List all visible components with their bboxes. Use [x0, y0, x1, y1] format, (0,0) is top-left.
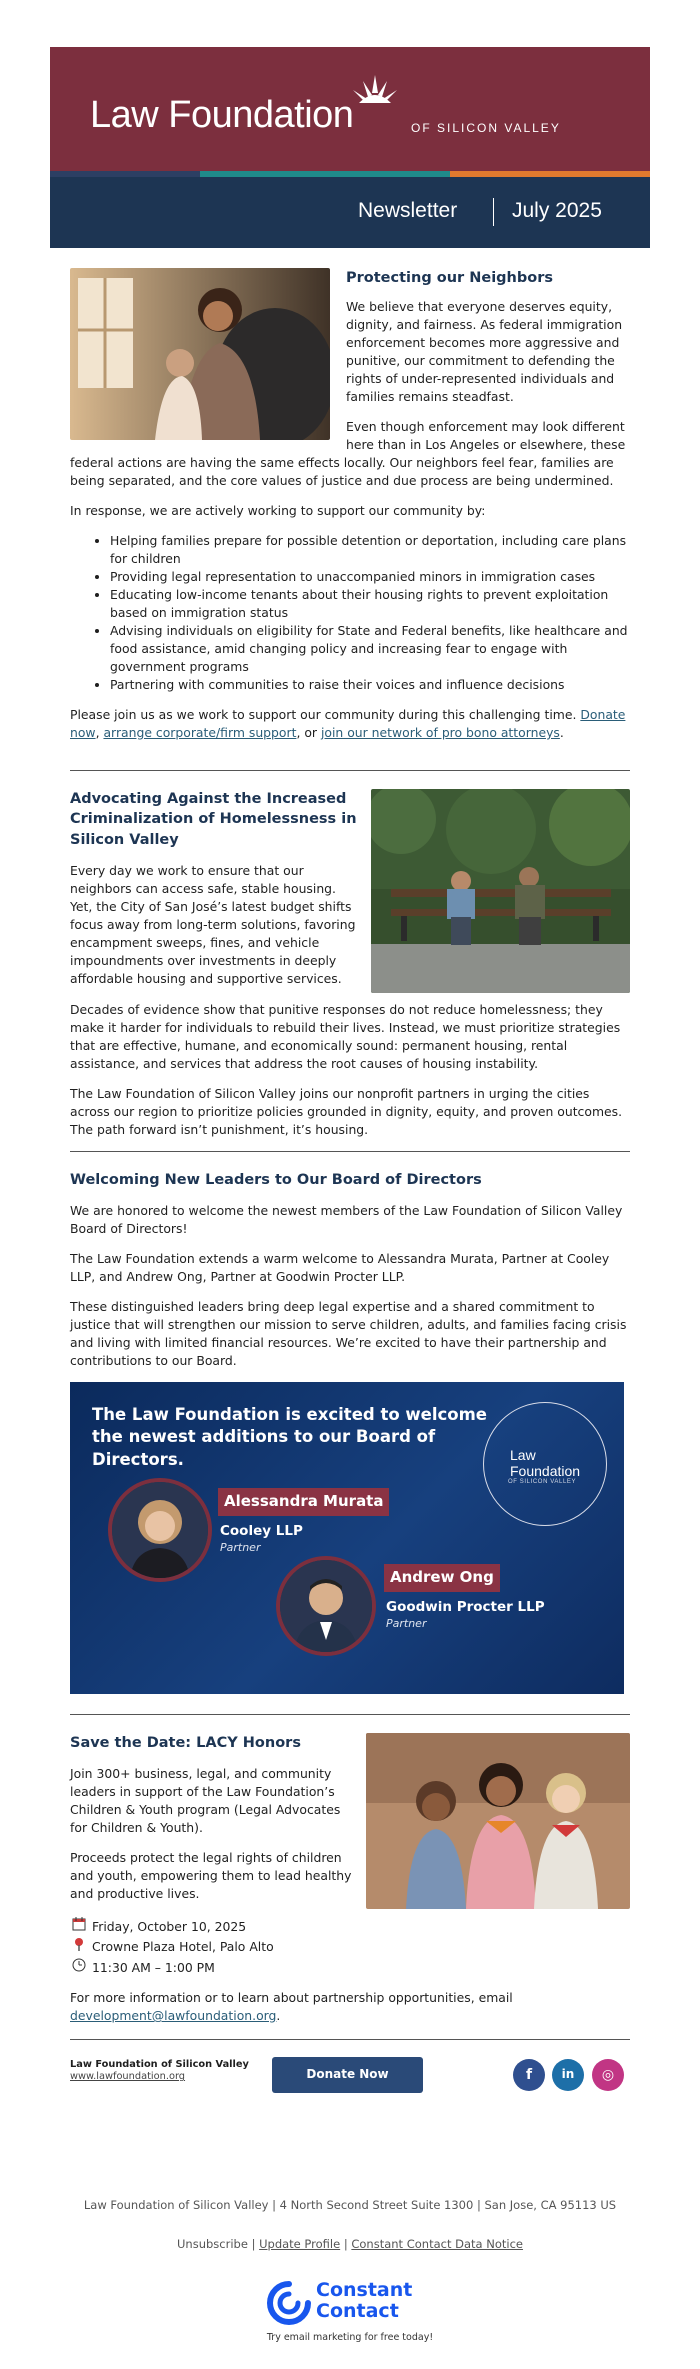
issue-date: July 2025 [512, 199, 602, 222]
facebook-icon[interactable]: f [513, 2059, 545, 2091]
paragraph: These distinguished leaders bring deep legal expertise and a shared commitment to justice that will strengthen our mission to serve children, adults, and families facing crisis and living with limited financial resources. We’re excited to have their partnership and contributions to our Board. [70, 1299, 627, 1369]
graphic-headline: The Law Foundation is excited to welcome the newest additions to our Board of Directors. [92, 1405, 488, 1469]
event-date-row [70, 1917, 630, 1936]
member-name: Alessandra Murata [218, 1488, 389, 1516]
footer-links: Unsubscribe | Update Profile | Constant Contact Data Notice [177, 2237, 523, 2252]
member-role: Partner [220, 1541, 261, 1555]
paragraph: We are honored to welcome the newest members of the Law Foundation of Silicon Valley Board of Directors! [70, 1203, 623, 1237]
logo-subtext: OF SILICON VALLEY [411, 121, 561, 135]
donate-now-button[interactable]: Donate Now [272, 2057, 423, 2093]
newsletter-bar [50, 177, 650, 248]
mother-child-photo [70, 268, 330, 440]
unsubscribe-link[interactable]: Unsubscribe [177, 2237, 248, 2252]
children-photo [366, 1733, 630, 1909]
content [50, 248, 650, 2108]
section-title: Save the Date: LACY Honors [70, 1735, 301, 1752]
calendar-icon [70, 1917, 88, 1936]
paragraph: The Law Foundation extends a warm welcome to Alessandra Murata, Partner at Cooley LLP, and Andrew Ong, Partner at Goodwin Procter LLP. [70, 1251, 610, 1285]
member-photo-avatar [276, 1556, 376, 1656]
paragraph: Decades of evidence show that punitive responses do not reduce homelessness; they make it harder for individuals to rebuild their lives. Instead, we must prioritize strategies that are effective, humane, and economically sound: permanent housing, rental assistance, and services that address the root causes of housing instability. [70, 1001, 621, 1071]
list-item: • Partnering with communities to raise their voices and influence decisions [110, 676, 630, 694]
divider-line [70, 770, 630, 771]
list-item: • Providing legal representation to unaccompanied minors in immigration cases [110, 568, 630, 586]
development-email-link[interactable]: development@lawfoundation.org [70, 2008, 277, 2024]
footer-org-name: Law Foundation of Silicon Valley [70, 2059, 249, 2071]
cc-logo-text: Contact [316, 2300, 399, 2322]
member-role: Partner [386, 1617, 427, 1631]
pro-bono-link[interactable]: join our network of pro bono attorneys [320, 724, 560, 740]
footer-website-link[interactable]: www.lawfoundation.org [70, 2071, 186, 2083]
member-firm: Cooley LLP [220, 1523, 303, 1540]
paragraph: Every day we work to ensure that our neighbors can access safe, stable housing. Yet, the City of San José’s latest budget shifts focus away from long-term solutions, favoring encampment sweeps, fines, and vehicle impoundments over investments in deeply affordable housing and supportive services. [70, 862, 356, 986]
footer-bar [70, 2040, 630, 2108]
section-title: Protecting our Neighbors [346, 270, 554, 286]
member-firm: Goodwin Procter LLP [386, 1599, 545, 1616]
data-notice-link[interactable]: Constant Contact Data Notice [351, 2237, 523, 2252]
event-time: 11:30 AM – 1:00 PM [92, 1959, 215, 1975]
corporate-support-link[interactable]: arrange corporate/firm support [103, 724, 297, 740]
paragraph: Proceeds protect the legal rights of children and youth, empowering them to lead healthy and productive lives. [70, 1850, 352, 1902]
bench-photo [371, 789, 630, 993]
divider [493, 198, 494, 226]
header-banner [50, 47, 650, 177]
sunburst-logo-icon [345, 73, 405, 107]
linkedin-icon[interactable]: in [552, 2059, 584, 2091]
section-lacy-honors [70, 1733, 630, 2025]
donate-now-link[interactable]: Donate now [70, 706, 626, 740]
board-welcome-graphic [70, 1382, 624, 1694]
event-details [70, 1917, 630, 1977]
event-location-row [70, 1937, 630, 1956]
member-photo-avatar [108, 1478, 212, 1582]
footer-address: Law Foundation of Silicon Valley | 4 North Second Street Suite 1300 | San Jose, CA 95113 US [83, 2198, 617, 2212]
logo-text: Law Foundation [90, 94, 354, 136]
pin-icon [70, 1937, 88, 1956]
divider-line [70, 1714, 630, 1715]
info-paragraph: For more information or to learn about partnership opportunities, email development@lawfoundation.org. [70, 1990, 513, 2024]
graphic-logo-text: Law [510, 1447, 536, 1464]
paragraph: Join 300+ business, legal, and community leaders in support of the Law Foundation’s Children & Youth program (Legal Advocates for Children & Youth). [70, 1766, 341, 1836]
email-footer [70, 2197, 630, 2251]
graphic-logo-text: Foundation [510, 1463, 581, 1480]
section-board [70, 1170, 630, 1694]
section-title: Welcoming New Leaders to Our Board of Directors [70, 1171, 482, 1188]
constant-contact-logo[interactable] [266, 2280, 436, 2328]
support-list [110, 532, 630, 694]
section-title: Advocating Against the Increased Criminalization of Homelessness in Silicon Valley [70, 790, 357, 848]
list-item: • Helping families prepare for possible detention or deportation, including care plans for children [110, 532, 630, 568]
newsletter-email [50, 47, 650, 2108]
instagram-icon[interactable]: ◎ [592, 2059, 624, 2091]
clock-icon [70, 1958, 88, 1977]
section-homelessness [70, 789, 630, 1139]
newsletter-label: Newsletter [358, 199, 458, 222]
event-time-row [70, 1958, 630, 1977]
member-name: Andrew Ong [384, 1564, 500, 1592]
paragraph: We believe that everyone deserves equity, dignity, and fairness. As federal immigration enforcement becomes more aggressive and punitive, our commitment to defending the rights of under-represented individuals and families remains steadfast. [346, 299, 623, 405]
event-date: Friday, October 10, 2025 [92, 1918, 247, 1934]
section-protecting-neighbors [70, 268, 630, 742]
list-item: • Educating low-income tenants about their housing rights to prevent exploitation based on immigration status [110, 586, 630, 622]
closing-paragraph: Please join us as we work to support our community during this challenging time. Donate now, arrange corporate/firm support, or join our network of pro bono attorneys. [70, 706, 626, 740]
cc-logo-text: Constant [316, 2279, 413, 2301]
update-profile-link[interactable]: Update Profile [259, 2237, 341, 2252]
list-item: • Advising individuals on eligibility for State and Federal benefits, like healthcare and food assistance, amid changing policy and increasing fear to engage with government programs [110, 622, 630, 676]
paragraph: The Law Foundation of Silicon Valley joins our nonprofit partners in urging the cities across our region to prioritize policies grounded in dignity, equity, and proven outcomes. The path forward isn’t punishment, it’s housing. [70, 1085, 623, 1137]
graphic-logo-subtext: OF SILICON VALLEY [508, 1479, 577, 1486]
event-location: Crowne Plaza Hotel, Palo Alto [92, 1939, 274, 1955]
cc-tagline[interactable]: Try email marketing for free today! [266, 2332, 434, 2343]
paragraph: Even though enforcement may look different here than in Los Angeles or elsewhere, these federal actions are having the same effects locally. Our neighbors feel fear, families are being separated, and the core values of justice and due process are being undermined. [70, 419, 626, 489]
divider-line [70, 1151, 630, 1152]
paragraph: In response, we are actively working to support our community by: [70, 503, 486, 519]
constant-contact-icon [266, 2280, 312, 2326]
